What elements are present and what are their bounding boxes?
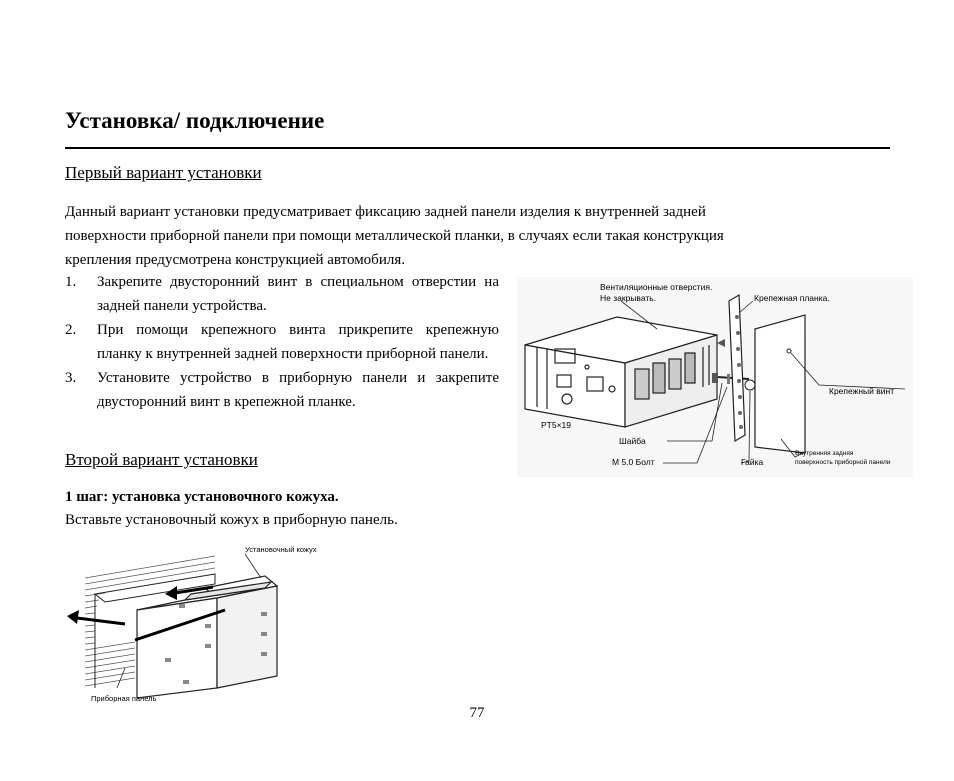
nut-label: Гайка (741, 457, 764, 467)
step1-heading: 1 шаг: установка установочного кожуха. (65, 489, 339, 505)
step-text: Закрепите двусторонний винт в специальном отверстии на задней панели устройства. (97, 274, 499, 314)
bolt-label: M 5.0 Болт (612, 457, 655, 467)
step-text: При помощи крепежного винта прикрепите крепежную планку к внутренней задней поверхности приборной панели. (97, 322, 499, 362)
step-item (65, 270, 499, 318)
screw-label: Крепежный винт (829, 386, 895, 396)
washer-label: Шайба (619, 436, 646, 446)
intro-line: крепления предусмотрена конструкцией автомобиля. (65, 252, 405, 268)
step-item (65, 318, 499, 366)
section2-heading: Второй вариант установки (65, 450, 258, 469)
intro-line: Данный вариант установки предусматривает фиксацию задней панели изделия к внутренней задней (65, 204, 706, 220)
rear-mount-figure (517, 277, 913, 477)
intro-line: поверхности приборной панели при помощи металлической планки, в случаях если такая конструкция (65, 228, 724, 244)
sleeve-install-figure (65, 538, 337, 706)
inner-surface-label: поверхность приборной панели (795, 459, 891, 466)
page-number: 77 (469, 705, 485, 721)
pt-label: PT5×19 (541, 420, 572, 430)
step-number: 2. (65, 322, 77, 338)
title-divider (65, 147, 890, 149)
step-item (65, 366, 499, 414)
step1-text: Вставьте установочный кожух в приборную панель. (65, 512, 398, 528)
panel-label: Приборная панель (91, 694, 157, 703)
sleeve-label: Установочный кожух (245, 545, 317, 554)
vent-label: Не закрывать. (600, 293, 657, 303)
sleeve-illustration (137, 576, 277, 698)
bracket-label: Крепежная планка. (754, 293, 830, 303)
inner-surface-label: Внутренняя задняя (795, 450, 854, 457)
step-number: 1. (65, 274, 77, 290)
step-text: Установите устройство в приборную панели и закрепите двусторонний винт в крепежной планке. (97, 370, 499, 410)
page-title: Установка/ подключение (65, 108, 325, 133)
section1-heading: Первый вариант установки (65, 163, 262, 182)
inner-dashboard-surface (755, 315, 805, 453)
section1-steps (65, 270, 499, 414)
step-number: 3. (65, 370, 77, 386)
vent-label: Вентиляционные отверстия. (600, 282, 713, 292)
section1-intro (65, 200, 888, 272)
